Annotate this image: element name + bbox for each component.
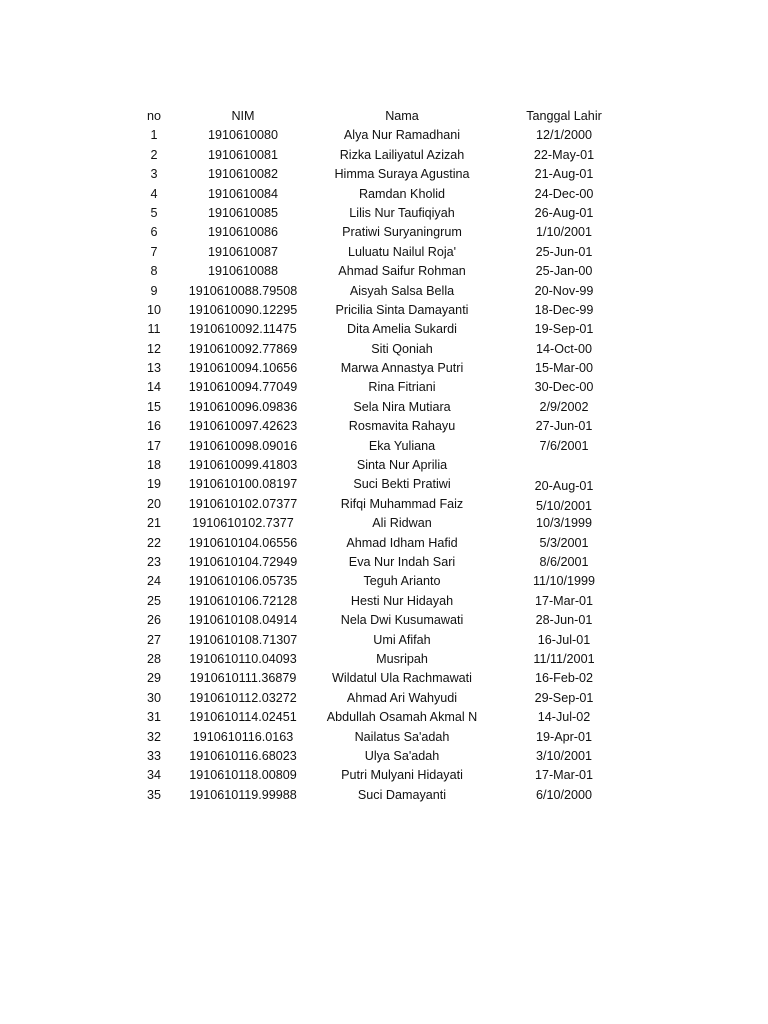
cell-tanggal-lahir: 8/6/2001 [539, 554, 589, 569]
table-row [0, 689, 768, 708]
cell-nim: 1910610104.72949 [188, 554, 298, 569]
cell-nama: Abdullah Osamah Akmal N [326, 710, 478, 725]
cell-nama: Musripah [376, 651, 428, 666]
cell-nama: Wildatul Ula Rachmawati [332, 671, 472, 686]
table-row [0, 262, 768, 281]
table-row [0, 378, 768, 397]
cell-tanggal-lahir: 18-Dec-99 [534, 302, 594, 317]
cell-no: 26 [146, 613, 162, 628]
cell-no: 24 [146, 574, 162, 589]
cell-nim: 1910610110.04093 [189, 651, 297, 666]
cell-no: 35 [146, 787, 162, 802]
cell-tanggal-lahir: 30-Dec-00 [534, 380, 594, 395]
cell-nama: Rosmavita Rahayu [348, 419, 456, 434]
table-row [0, 786, 768, 805]
cell-nim: 1910610112.03272 [189, 690, 297, 705]
cell-no: 31 [146, 710, 162, 725]
cell-no: 32 [146, 729, 162, 744]
table-row [0, 650, 768, 669]
cell-nama: Sinta Nur Aprilia [356, 458, 448, 473]
table-row [0, 708, 768, 727]
cell-nama: Rizka Lailiyatul Azizah [339, 147, 465, 162]
table-row [0, 301, 768, 320]
cell-nama: Marwa Annastya Putri [340, 361, 464, 376]
cell-tanggal-lahir: 15-Mar-00 [534, 361, 594, 376]
cell-nim: 1910610085 [207, 205, 279, 220]
cell-nim: 1910610102.07377 [188, 496, 298, 511]
table-body [0, 126, 768, 805]
cell-nim: 1910610092.11475 [189, 322, 297, 337]
cell-tanggal-lahir: 19-Sep-01 [534, 322, 594, 337]
cell-nama: Dita Amelia Sukardi [347, 322, 457, 337]
cell-no: 19 [146, 477, 162, 492]
student-table [0, 107, 768, 805]
cell-nama: Pricilia Sinta Damayanti [335, 302, 469, 317]
cell-no: 2 [150, 147, 158, 162]
cell-tanggal-lahir: 17-Mar-01 [534, 768, 594, 783]
cell-nama: Pratiwi Suryaningrum [342, 225, 462, 240]
cell-no: 21 [146, 516, 162, 531]
cell-tanggal-lahir: 28-Jun-01 [535, 613, 593, 628]
cell-tanggal-lahir: 24-Dec-00 [534, 186, 594, 201]
cell-tanggal-lahir: 20-Aug-01 [534, 479, 594, 494]
cell-nama: Ali Ridwan [372, 516, 432, 531]
cell-nim: 1910610086 [207, 225, 279, 240]
cell-no: 8 [150, 264, 158, 279]
cell-tanggal-lahir: 3/10/2001 [535, 748, 593, 763]
table-row [0, 359, 768, 378]
table-row [0, 475, 768, 494]
cell-tanggal-lahir: 2/9/2002 [539, 399, 589, 414]
cell-tanggal-lahir: 19-Apr-01 [535, 729, 593, 744]
cell-nim: 1910610114.02451 [189, 710, 297, 725]
table-row [0, 204, 768, 223]
cell-nim: 1910610097.42623 [188, 419, 298, 434]
cell-nama: Putri Mulyani Hidayati [341, 768, 463, 783]
cell-nama: Lilis Nur Taufiqiyah [349, 205, 455, 220]
cell-nim: 1910610098.09016 [188, 438, 298, 453]
cell-nim: 1910610106.05735 [188, 574, 298, 589]
table-row [0, 340, 768, 359]
cell-nim: 1910610090.12295 [188, 302, 298, 317]
cell-nama: Sela Nira Mutiara [353, 399, 451, 414]
cell-nama: Siti Qoniah [371, 341, 433, 356]
cell-no: 9 [150, 283, 158, 298]
cell-nama: Ahmad Saifur Rohman [338, 264, 466, 279]
cell-nim: 1910610118.00809 [189, 768, 297, 783]
cell-nim: 1910610100.08197 [188, 477, 298, 492]
cell-nim: 1910610094.77049 [188, 380, 298, 395]
cell-tanggal-lahir: 14-Oct-00 [536, 341, 592, 356]
cell-nim: 1910610096.09836 [188, 399, 298, 414]
table-row [0, 611, 768, 630]
cell-tanggal-lahir: 29-Sep-01 [534, 690, 594, 705]
cell-nim: 1910610104.06556 [188, 535, 298, 550]
cell-nim: 1910610099.41803 [188, 458, 298, 473]
table-header-row [0, 107, 768, 126]
cell-nim: 1910610116.68023 [189, 748, 297, 763]
cell-nim: 1910610111.36879 [189, 671, 297, 686]
cell-no: 18 [146, 458, 162, 473]
cell-nama: Rina Fitriani [368, 380, 436, 395]
cell-nim: 1910610088.79508 [188, 283, 298, 298]
cell-tanggal-lahir: 14-Jul-02 [537, 710, 591, 725]
cell-no: 28 [146, 651, 162, 666]
cell-tanggal-lahir: 22-May-01 [533, 147, 595, 162]
table-row [0, 514, 768, 533]
table-row [0, 185, 768, 204]
cell-tanggal-lahir: 11/11/2001 [533, 651, 595, 666]
cell-no: 22 [146, 535, 162, 550]
cell-tanggal-lahir: 16-Jul-01 [537, 632, 591, 647]
cell-nim: 1910610088 [207, 264, 279, 279]
cell-no: 5 [150, 205, 158, 220]
cell-tanggal-lahir: 1/10/2001 [535, 225, 593, 240]
cell-nama: Aisyah Salsa Bella [349, 283, 455, 298]
cell-nama: Eka Yuliana [368, 438, 436, 453]
cell-nim: 1910610119.99988 [189, 787, 297, 802]
cell-nama: Ramdan Kholid [358, 186, 446, 201]
table-row [0, 146, 768, 165]
table-row [0, 165, 768, 184]
table-row [0, 572, 768, 591]
cell-no: 3 [150, 167, 158, 182]
cell-nama: Suci Damayanti [357, 787, 447, 802]
cell-no: 11 [147, 322, 161, 337]
cell-nama: Rifqi Muhammad Faiz [340, 496, 464, 511]
cell-tanggal-lahir: 27-Jun-01 [535, 419, 593, 434]
cell-nim: 1910610081 [207, 147, 279, 162]
table-row [0, 495, 768, 514]
cell-tanggal-lahir: 12/1/2000 [535, 128, 593, 143]
cell-tanggal-lahir: 6/10/2000 [535, 787, 593, 802]
cell-nama: Ulya Sa'adah [364, 748, 440, 763]
table-row [0, 592, 768, 611]
cell-tanggal-lahir: 25-Jun-01 [535, 244, 593, 259]
cell-nama: Ahmad Idham Hafid [346, 535, 458, 550]
cell-nim: 1910610116.0163 [192, 729, 294, 744]
table-row [0, 766, 768, 785]
cell-tanggal-lahir: 20-Nov-99 [534, 283, 594, 298]
cell-nama: Hesti Nur Hidayah [350, 593, 454, 608]
cell-nim: 1910610106.72128 [188, 593, 298, 608]
cell-nim: 1910610082 [207, 167, 279, 182]
cell-nama: Alya Nur Ramadhani [343, 128, 461, 143]
cell-no: 33 [146, 748, 162, 763]
cell-nama: Suci Bekti Pratiwi [353, 477, 451, 492]
header-tanggal-lahir: Tanggal Lahir [526, 109, 602, 123]
cell-no: 16 [146, 419, 162, 434]
table-row [0, 282, 768, 301]
cell-no: 23 [146, 554, 162, 569]
cell-tanggal-lahir: 16-Feb-02 [534, 671, 594, 686]
cell-no: 17 [146, 438, 162, 453]
table-row [0, 126, 768, 145]
cell-tanggal-lahir: 25-Jan-00 [535, 264, 593, 279]
cell-no: 27 [146, 632, 162, 647]
cell-tanggal-lahir: 5/10/2001 [535, 498, 593, 513]
table-row [0, 243, 768, 262]
cell-tanggal-lahir: 21-Aug-01 [534, 167, 594, 182]
cell-nama: Himma Suraya Agustina [334, 167, 470, 182]
cell-tanggal-lahir: 11/10/1999 [532, 574, 596, 589]
table-row [0, 728, 768, 747]
table-row [0, 553, 768, 572]
cell-nim: 1910610102.7377 [192, 516, 294, 531]
cell-nama: Eva Nur Indah Sari [348, 554, 456, 569]
cell-nim: 1910610087 [207, 244, 279, 259]
cell-tanggal-lahir: 17-Mar-01 [534, 593, 594, 608]
cell-nim: 1910610108.04914 [188, 613, 298, 628]
cell-tanggal-lahir: 26-Aug-01 [534, 205, 594, 220]
cell-no: 6 [150, 225, 158, 240]
table-row [0, 398, 768, 417]
cell-nim: 1910610094.10656 [188, 361, 298, 376]
table-row [0, 669, 768, 688]
table-row [0, 320, 768, 339]
cell-no: 25 [146, 593, 162, 608]
cell-no: 13 [146, 361, 162, 376]
table-row [0, 631, 768, 650]
cell-no: 4 [150, 186, 158, 201]
table-row [0, 534, 768, 553]
table-row [0, 437, 768, 456]
cell-no: 30 [146, 690, 162, 705]
cell-no: 20 [146, 496, 162, 511]
cell-nim: 1910610080 [207, 128, 279, 143]
cell-nama: Teguh Arianto [363, 574, 441, 589]
table-row [0, 747, 768, 766]
cell-no: 12 [146, 341, 162, 356]
cell-nama: Ahmad Ari Wahyudi [346, 690, 458, 705]
table-row [0, 456, 768, 475]
cell-nim: 1910610084 [207, 186, 279, 201]
cell-no: 34 [146, 768, 162, 783]
cell-no: 14 [146, 380, 162, 395]
cell-tanggal-lahir: 5/3/2001 [539, 535, 589, 550]
cell-no: 15 [146, 399, 162, 414]
cell-nim: 1910610092.77869 [188, 341, 298, 356]
table-row [0, 223, 768, 242]
cell-nama: Luluatu Nailul Roja' [347, 244, 457, 259]
table-row [0, 417, 768, 436]
cell-nama: Nailatus Sa'adah [354, 729, 450, 744]
header-no: no [146, 109, 162, 123]
cell-nama: Umi Afifah [373, 632, 431, 647]
cell-tanggal-lahir: 7/6/2001 [539, 438, 589, 453]
cell-no: 1 [150, 128, 158, 143]
header-nama: Nama [385, 109, 419, 123]
cell-tanggal-lahir: 10/3/1999 [535, 516, 593, 531]
cell-nama: Nela Dwi Kusumawati [340, 613, 464, 628]
header-nim: NIM [231, 109, 255, 123]
cell-no: 7 [150, 244, 158, 259]
cell-no: 10 [146, 302, 162, 317]
cell-nim: 1910610108.71307 [188, 632, 298, 647]
cell-no: 29 [146, 671, 162, 686]
